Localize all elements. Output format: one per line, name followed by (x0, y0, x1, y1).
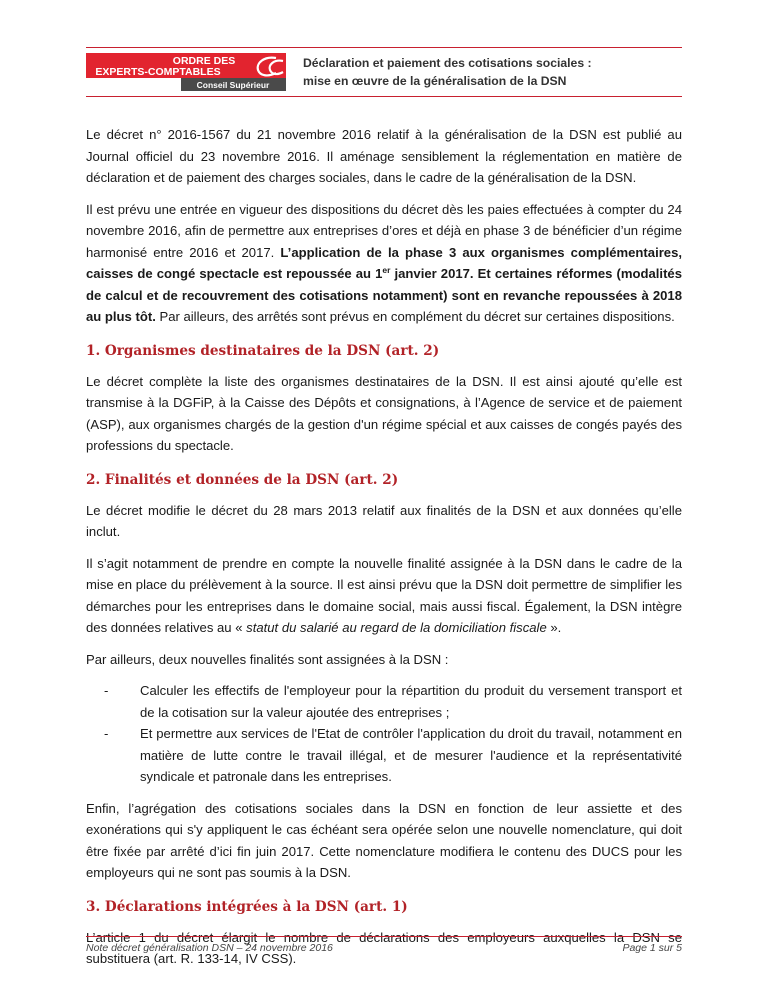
header-rule-top (86, 47, 682, 48)
list-item: - Et permettre aux services de l'Etat de contrôler l'application du droit du travail, notamment en matière de lutte contre le travail illégal, et de mesurer l'audience et la représentativité syndicale et patronale dans les entreprises. (104, 726, 682, 784)
section-2-p2-end: ». (546, 620, 562, 635)
section-3-paragraph-1: L’article 1 du décret élargit le nombre de déclarations des employeurs auxquelles la DSN se substituera (art. R. 133-14, IV CSS). (86, 929, 682, 966)
section-3-heading: 3. Déclarations intégrées à la DSN (art. 1) (86, 898, 408, 915)
header-title-line2: mise en œuvre de la généralisation de la DSN (303, 74, 567, 88)
list-item-text: Calculer les effectifs de l'employeur pour la répartition du produit du versement transport et de la cotisation sur la valeur ajoutée des entreprises ; (140, 683, 682, 720)
intro-p2-end: Par ailleurs, des arrêtés sont prévus en complément du décret sur certaines dispositions. (155, 309, 675, 324)
document-body (86, 124, 682, 970)
intro-paragraph-2 (86, 199, 682, 328)
ordre-experts-comptables-logo (86, 53, 286, 91)
logo-line3: Conseil Supérieur (196, 80, 270, 90)
logo-line1: ORDRE DES (172, 55, 236, 67)
intro-paragraph-1: Le décret n° 2016-1567 du 21 novembre 2016 relatif à la généralisation de la DSN est publié au Journal officiel du 23 novembre 2016. Il aménage sensiblement la réglementation en matière de déclaration et de paiement des charges sociales, dans le cadre de la généralisation de la DSN. (86, 127, 682, 185)
footer-page-number: Page 1 sur 5 (622, 942, 682, 954)
section-2-paragraph-1: Le décret modifie le décret du 28 mars 2013 relatif aux finalités de la DSN et aux données qu’elle inclut. (86, 502, 682, 539)
header-title-line1: Déclaration et paiement des cotisations sociales : (303, 56, 592, 70)
header-rule-bottom (86, 96, 682, 97)
intro-p2-start: Il est prévu une entrée en vigueur des dispositions du décret dès les paies effectuées à compter du 24 novembre 2016, afin de permettre aux entreprises d’ores et déjà en phase 3 de bénéficier d’un régime harmonisé entre 2016 et 2017. (86, 201, 682, 260)
section-2-p2-start: Il s’agit notamment de prendre en compte la nouvelle finalité assignée à la DSN dans le cadre de la mise en place du prélèvement à la source. Il est ainsi prévu que la DSN doit permettre de simplifier les démarches pour les entreprises dans le domaine social, mais aussi fiscal. Également, la DSN intègre des données relatives au « (86, 555, 682, 635)
section-2-paragraph-3: Par ailleurs, deux nouvelles finalités sont assignées à la DSN : (86, 651, 449, 667)
section-1-paragraph-1: Le décret complète la liste des organismes destinataires de la DSN. Il est ainsi ajouté qu’elle est transmise à la DGFiP, à la Caisse des Dépôts et consignations, à l’Agence de service et de paiement (ASP), aux organismes chargés de la gestion d'un régime spécial et aux caisses de congés payés des professions du spectacle. (86, 373, 682, 453)
list-item-text: Et permettre aux services de l'Etat de contrôler l'application du droit du travail, notamment en matière de lutte contre le travail illégal, et de mesurer l'audience et la représentativité syndicale et patronale dans les entreprises. (140, 726, 682, 784)
section-2-paragraph-2 (86, 553, 682, 639)
header-title (303, 54, 683, 90)
section-2-p2-italic: statut du salarié au regard de la domiciliation fiscale (246, 620, 547, 635)
section-2-paragraph-4: Enfin, l’agrégation des cotisations sociales dans la DSN en fonction de leur assiette et des exonérations qui s'y appliquent le cas échéant sera opérée selon une nouvelle nomenclature, qui doit être fixée par arrêté d’ici fin juin 2017. Cette nomenclature modifiera le contenu des DUCS pour les employeurs qui ne sont pas soumis à la DSN. (86, 800, 682, 880)
footer-note-title: Note décret généralisation DSN – 24 novembre 2016 (86, 942, 333, 954)
logo-line2: EXPERTS-COMPTABLES (95, 66, 221, 78)
intro-p2-bold-b: janvier 2017. Et certaines réformes (modalités de calcul et de recouvrement des cotisations notamment) sont en revanche repoussées à 2018 au plus tôt. (86, 266, 682, 324)
list-item: - Calculer les effectifs de l'employeur pour la répartition du produit du versement transport et de la cotisation sur la valeur ajoutée des entreprises ; (104, 683, 682, 720)
section-2-heading: 2. Finalités et données de la DSN (art. 2) (86, 471, 399, 488)
section-1-heading: 1. Organismes destinataires de la DSN (art. 2) (86, 342, 440, 359)
intro-p2-superscript: er (382, 265, 391, 275)
intro-p2-bold-a: L’application de la phase 3 aux organismes complémentaires, caisses de congé spectacle est repoussée au 1 (86, 244, 682, 281)
section-2-finalities-list (86, 680, 682, 788)
footer-rule (86, 936, 682, 937)
